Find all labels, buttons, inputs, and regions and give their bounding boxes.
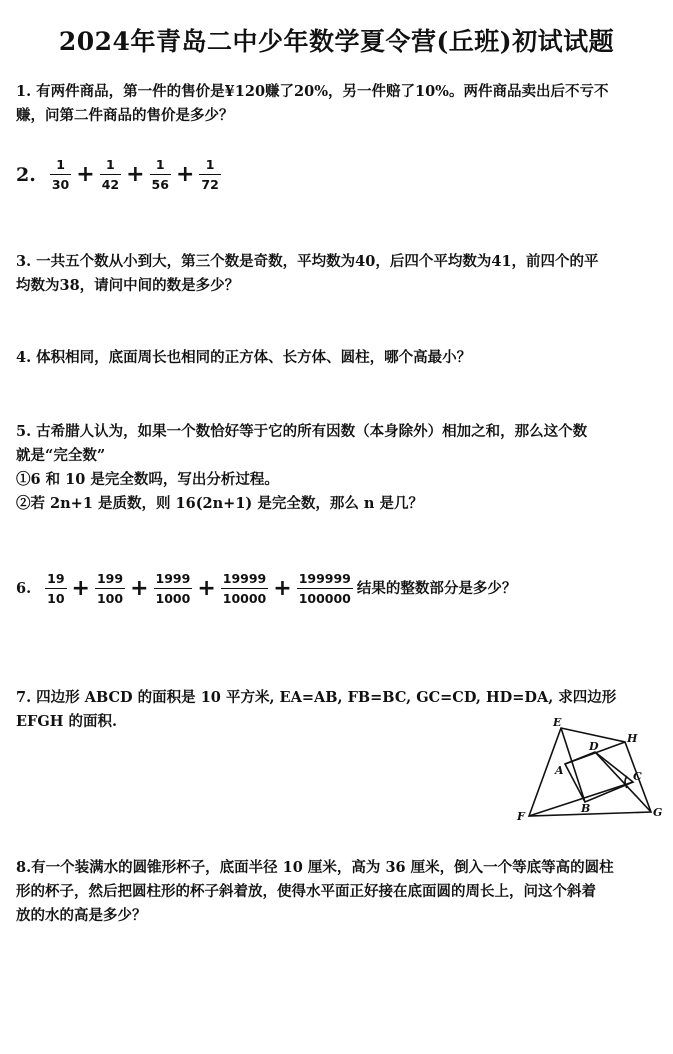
- fraction: $\frac{1}{30}$: [51, 157, 70, 192]
- label-a: A: [555, 764, 564, 777]
- question-4: [16, 346, 662, 370]
- question-1-line-2: 赚，问第二件商品的售价是多少？: [16, 107, 234, 124]
- fraction: $\frac{199}{100}$: [96, 571, 124, 606]
- label-h: H: [627, 732, 638, 745]
- question-4-line-1: 4. 体积相同，底面周长也相同的正方体、长方体、圆柱，哪个高最小？: [16, 349, 472, 366]
- line-ea-b: [561, 728, 585, 802]
- question-3-line-2: 均数为38，请问中间的数是多少？: [16, 277, 240, 294]
- fraction: $\frac{19999}{10000}$: [222, 571, 267, 606]
- question-5-line-2: 就是“完全数”: [16, 447, 106, 464]
- question-1: [16, 80, 662, 128]
- plus-sign: +: [76, 161, 95, 187]
- plus-sign: +: [273, 575, 292, 601]
- question-6: [16, 570, 662, 607]
- fraction: $\frac{1}{72}$: [201, 157, 219, 192]
- fraction: $\frac{1999}{1000}$: [155, 571, 191, 606]
- plus-sign: +: [130, 575, 149, 601]
- question-1-line-1: 1. 有两件商品，第一件的售价是¥120赚了20%，另一件赔了10%。两件商品卖出后不亏不: [16, 83, 609, 100]
- question-2: [16, 156, 662, 193]
- label-e: E: [553, 716, 562, 729]
- plus-sign: +: [126, 161, 145, 187]
- question-3: [16, 250, 662, 298]
- fraction: $\frac{1}{42}$: [101, 157, 120, 192]
- quadrilateral-figure: [515, 712, 665, 832]
- label-c: C: [633, 770, 642, 783]
- label-d: D: [589, 740, 599, 753]
- question-5-line-4: ②若 2n+1 是质数，则 16(2n+1) 是完全数，那么 n 是几？: [16, 495, 423, 512]
- question-8: [16, 856, 662, 928]
- question-6-suffix: 结果的整数部分是多少？: [356, 579, 517, 597]
- fraction: $\frac{1}{56}$: [151, 157, 169, 192]
- plus-sign: +: [71, 575, 90, 601]
- label-f: F: [517, 810, 525, 823]
- question-5-line-1: 5. 古希腊人认为，如果一个数恰好等于它的所有因数（本身除外）相加之和，那么这个数: [16, 423, 588, 440]
- line-gc-d: [595, 752, 651, 812]
- question-6-number: 6.: [16, 579, 32, 597]
- question-8-line-1: 8.有一个装满水的圆锥形杯子，底面半径 10 厘米，高为 36 厘米，倒入一个等底等高的圆柱: [16, 859, 614, 876]
- fraction: $\frac{19}{10}$: [47, 571, 65, 606]
- question-8-line-3: 放的水的高是多少？: [16, 907, 147, 924]
- question-3-line-1: 3. 一共五个数从小到大，第三个数是奇数，平均数为40，后四个平均数为41，前四个的平: [16, 253, 599, 270]
- question-5-line-3: ①6 和 10 是完全数吗，写出分析过程。: [16, 471, 279, 488]
- question-7-line-1: 7. 四边形 ABCD 的面积是 10 平方米, EA=AB, FB=BC, GC=CD, HD=DA, 求四边形 EFGH 的面积.: [16, 689, 617, 730]
- question-2-number: 2.: [16, 163, 36, 186]
- question-5: [16, 420, 662, 516]
- plus-sign: +: [197, 575, 216, 601]
- angle-arc: [625, 776, 627, 788]
- label-b: B: [581, 802, 591, 815]
- plus-sign: +: [175, 161, 195, 187]
- label-g: G: [653, 806, 663, 819]
- question-8-line-2: 形的杯子，然后把圆柱形的杯子斜着放，使得水平面正好接在底面圆的周长上，问这个斜着: [16, 883, 596, 900]
- page-title: 2024年青岛二中少年数学夏令营(丘班)初试试题: [58, 27, 615, 56]
- fraction: $\frac{199999}{100000}$: [298, 571, 351, 606]
